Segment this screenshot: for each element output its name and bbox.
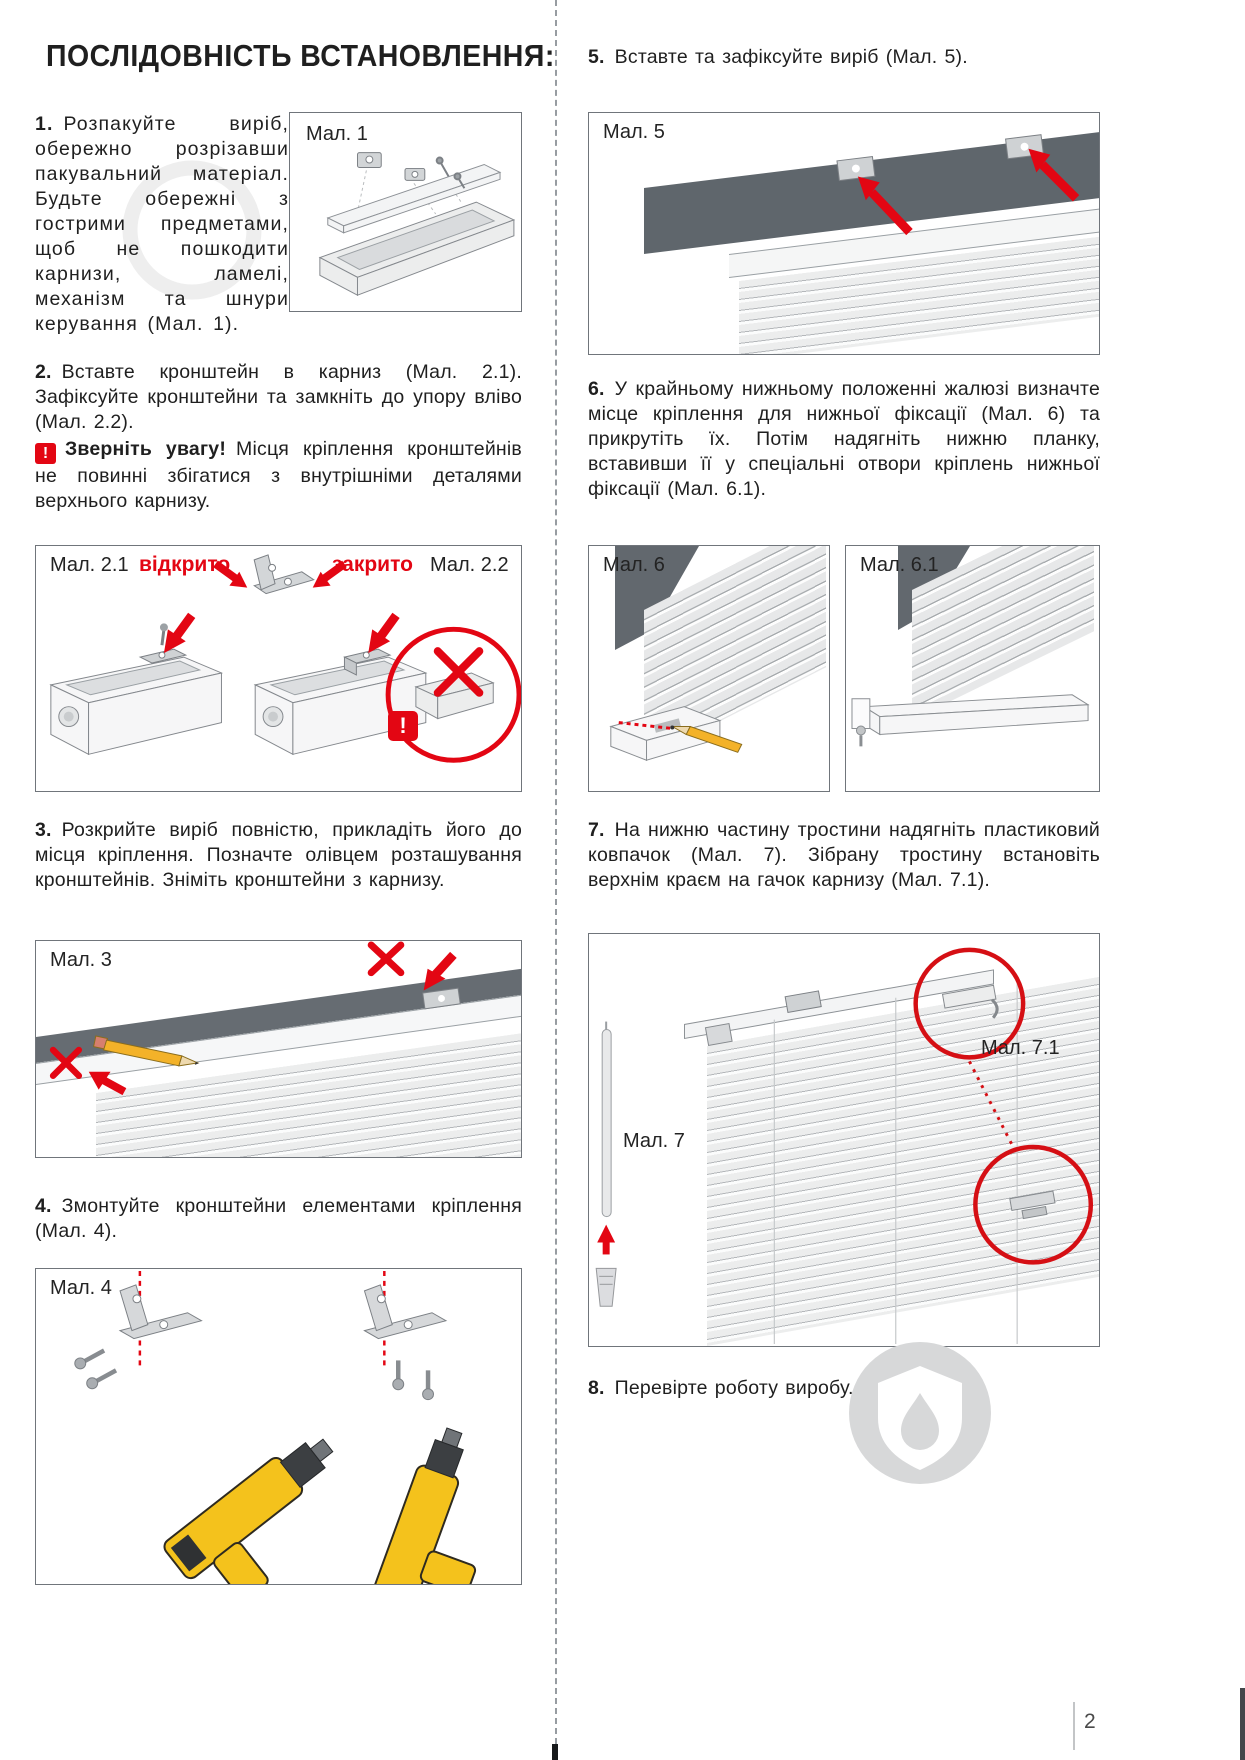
drill-icon: [372, 1423, 518, 1584]
step-6-number: 6.: [588, 378, 605, 400]
red-arrow-icon: [424, 955, 454, 991]
figure-5-label: Мал. 5: [603, 121, 665, 143]
step-7-number: 7.: [588, 819, 605, 841]
step-4-number: 4.: [35, 1195, 52, 1217]
bracket: [120, 1285, 201, 1339]
step-8-number: 8.: [588, 1377, 605, 1399]
bracket-parts: [357, 153, 424, 181]
pencil-icon: [94, 1036, 199, 1066]
bracket: [423, 988, 461, 1009]
figure-2-2-label: Мал. 2.2: [430, 554, 509, 576]
x-mark-icon: [53, 1050, 79, 1076]
figure-7-label: Мал. 7: [623, 1130, 685, 1152]
figure-4-illustration: [36, 1269, 521, 1584]
step-3: [35, 818, 522, 893]
figure-6-1-label: Мал. 6.1: [860, 554, 939, 576]
bottom-rail: [864, 695, 1088, 735]
figure-4: [35, 1268, 522, 1585]
warning-text: Місця кріплення кронштейнів не повинні збігатися з внутрішніми деталями верхнього карнизу.: [35, 438, 522, 512]
x-mark-icon: [371, 945, 401, 973]
hook-detail: [943, 985, 999, 1025]
exclamation-badge: !: [388, 711, 418, 741]
figure-2-illustration: [36, 546, 521, 791]
figure-6: [588, 545, 830, 792]
column-divider-tip: [552, 1744, 558, 1760]
bracket: [785, 991, 821, 1013]
red-arrow-icon: [368, 615, 396, 653]
mechanism: [705, 1024, 732, 1046]
red-arrow-icon: [164, 615, 192, 653]
column-divider: [555, 0, 557, 1744]
warning-note: [35, 437, 522, 514]
page-number: 2: [1084, 1710, 1096, 1733]
tilt-wand: [602, 1030, 611, 1217]
step-7: [588, 818, 1100, 893]
step-8: [588, 1376, 1100, 1401]
step-5-text: Вставте та зафіксуйте виріб (Мал. 5).: [614, 46, 968, 68]
watermark-logo: [845, 1338, 995, 1488]
figure-6-label: Мал. 6: [603, 554, 665, 576]
closed-label: закрито: [332, 553, 413, 576]
figure-3-label: Мал. 3: [50, 949, 112, 971]
step-5: [588, 45, 1100, 70]
figure-7: [588, 933, 1100, 1347]
warning-title: Зверніть увагу!: [65, 438, 227, 460]
figure-3-illustration: [36, 941, 521, 1157]
step-4-text: Змонтуйте кронштейни елементами кріплення (Мал. 4).: [35, 1195, 522, 1242]
step-4: [35, 1194, 522, 1244]
drill-icon: [161, 1427, 372, 1584]
figure-3: [35, 940, 522, 1158]
red-arrow-icon: [1028, 149, 1076, 199]
screws: [82, 1350, 428, 1392]
step-1: [35, 112, 289, 337]
bracket: [364, 1285, 445, 1339]
page-number-divider: [1073, 1702, 1075, 1750]
step-7-text: На нижню частину тростини надягніть пластиковий ковпачок (Мал. 7). Зібрану тростину встановіть верхнім краєм на гачок карнизу (Мал. 7.1).: [588, 819, 1100, 891]
step-1-text: Розпакуйте виріб, обережно розрізавши пакувальний матеріал. Будьте обережні з гострими предметами, щоб не пошкодити карнизи, ламелі, механізм та шнури керування (Мал. 1).: [35, 113, 289, 335]
step-8-text: Перевірте роботу виробу.: [614, 1377, 854, 1399]
figure-6-1: [845, 545, 1100, 792]
ladder-cords: [774, 976, 1017, 1344]
figure-2: [35, 545, 522, 792]
page-title: ПОСЛІДОВНІСТЬ ВСТАНОВЛЕННЯ:: [46, 38, 555, 73]
red-arrow-icon: [858, 176, 910, 232]
red-dotted-leader: [969, 1061, 1015, 1151]
figure-1: [289, 112, 522, 312]
figure-6-1-illustration: [846, 546, 1099, 791]
figure-5: [588, 112, 1100, 355]
bracket: [254, 555, 314, 594]
figure-2-1-label: Мал. 2.1: [50, 554, 129, 576]
step-3-text: Розкрийте виріб повністю, прикладіть його до місця кріплення. Позначте олівцем розташування кронштейнів. Зніміть кронштейни з карнизу.: [35, 819, 522, 891]
warning-icon: !: [35, 443, 56, 464]
open-label: відкрито: [139, 553, 231, 576]
figure-1-label: Мал. 1: [306, 123, 368, 145]
step-6-text: У крайньому нижньому положенні жалюзі визначте місце кріплення для нижньої фіксації (Мал. 6) та прикрутіть їх. Потім надягніть нижню планку, вставивши її у спеціальні отвори кріплень нижньої фіксації (Мал. 6.1).: [588, 378, 1100, 500]
figure-5-illustration: [589, 113, 1099, 354]
figure-7-1-label: Мал. 7.1: [981, 1037, 1060, 1059]
step-3-number: 3.: [35, 819, 52, 841]
red-arrow-icon: [89, 1072, 125, 1092]
headrail-open: [51, 623, 222, 754]
step-5-number: 5.: [588, 46, 605, 68]
step-2: [35, 360, 522, 435]
step-2-text: Вставте кронштейн в карниз (Мал. 2.1). Зафіксуйте кронштейни та замкніть до упору вліво (Мал. 2.2).: [35, 361, 522, 433]
bracket: [837, 157, 875, 181]
fixation-clip: [852, 699, 870, 729]
step-1-number: 1.: [35, 113, 54, 135]
page-edge-mark: [1240, 1688, 1245, 1760]
figure-6-illustration: [589, 546, 829, 791]
step-2-number: 2.: [35, 361, 52, 383]
plastic-cap: [596, 1268, 616, 1306]
figure-4-label: Мал. 4: [50, 1277, 112, 1299]
red-arrow-up-icon: [597, 1225, 615, 1255]
step-6: [588, 377, 1100, 502]
